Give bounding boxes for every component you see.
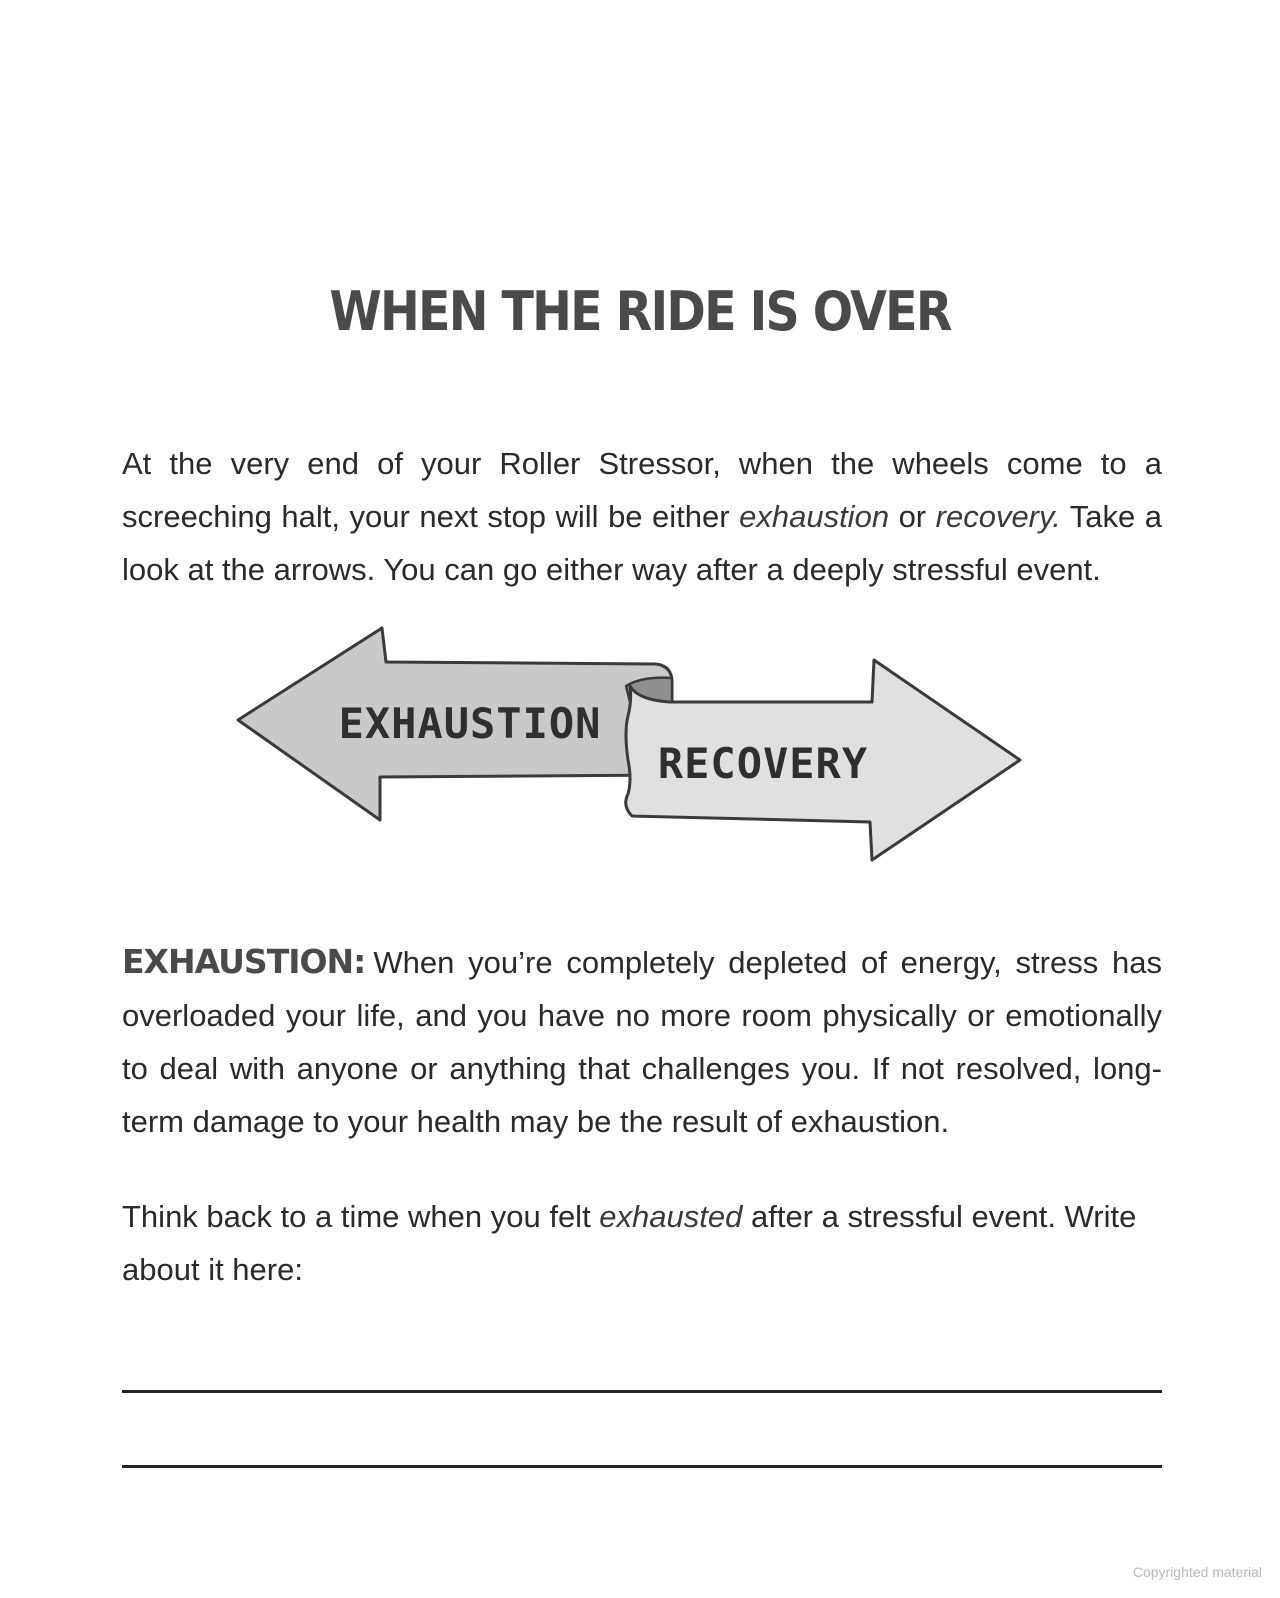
intro-emphasis-exhaustion: exhaustion <box>739 499 890 534</box>
prompt-emphasis-exhausted: exhausted <box>599 1199 743 1234</box>
exhaustion-arrow-label: EXHAUSTION <box>338 699 602 748</box>
intro-text-3: Take a look at the arrows. You can go either way after a deeply stressful event. <box>122 499 1162 587</box>
prompt-text-2: after a stressful event. Write about it here: <box>122 1199 1137 1287</box>
prompt-text-1: Think back to a time when you felt <box>122 1199 600 1234</box>
exhaustion-definition-paragraph <box>122 935 1162 1148</box>
exhaustion-definition-text: When you’re completely depleted of energy, stress has overloaded your life, and you have no more room physically or emotionally to deal with anyone or anything that challenges you. If not resolved, long-term damage to your health may be the result of exhaustion. <box>122 945 1162 1139</box>
exhaustion-term: EXHAUSTION: <box>122 942 366 981</box>
recovery-arrow-label: RECOVERY <box>657 739 869 788</box>
intro-emphasis-recovery: recovery. <box>935 499 1061 534</box>
intro-text-1: At the very end of your Roller Stressor, when the wheels come to a screeching halt, your next stop will be either <box>122 446 1162 534</box>
exhaustion-recovery-arrows-diagram <box>230 620 1040 880</box>
writing-prompt-paragraph <box>122 1190 1162 1296</box>
writing-line-1[interactable] <box>122 1390 1162 1393</box>
copyright-watermark: Copyrighted material <box>1132 1564 1262 1580</box>
page-title: WHEN THE RIDE IS OVER <box>329 280 951 343</box>
writing-line-2[interactable] <box>122 1465 1162 1468</box>
intro-paragraph <box>122 437 1162 596</box>
intro-text-2: or <box>889 499 936 534</box>
